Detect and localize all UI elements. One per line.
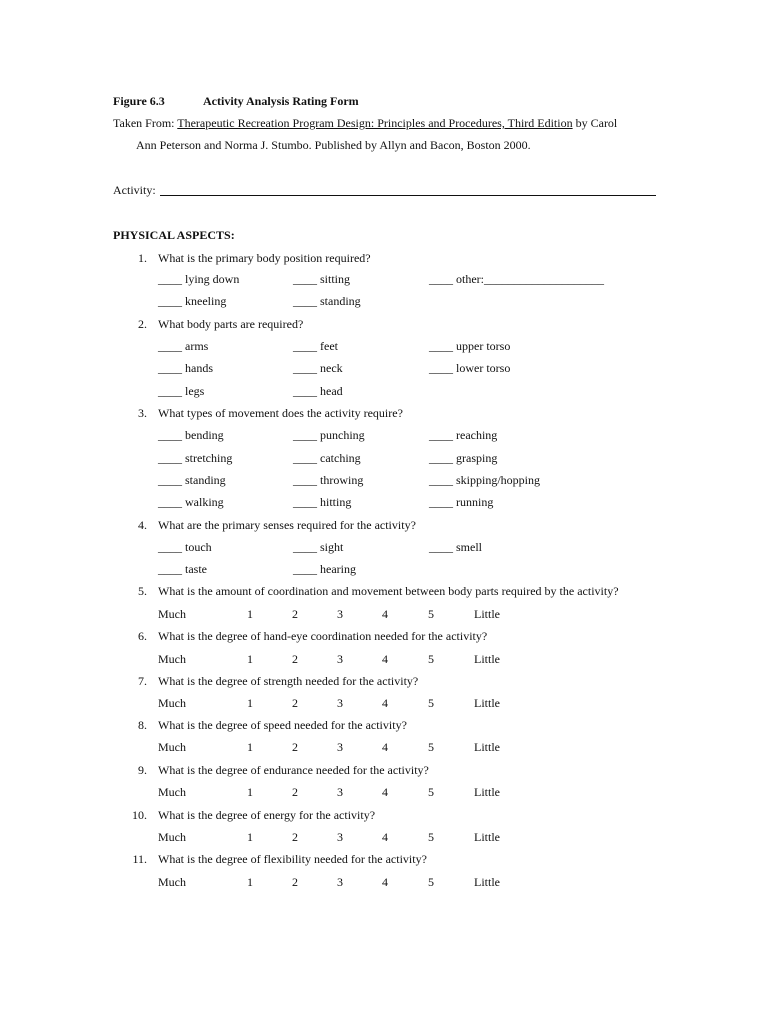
question-number: 3. xyxy=(138,406,147,420)
scale-point-2[interactable]: 2 xyxy=(292,740,298,754)
question-text: What is the degree of energy for the activity? xyxy=(158,808,376,822)
scale-high-label: Little xyxy=(474,830,500,844)
checkbox-option[interactable]: ____ touch xyxy=(158,540,212,554)
checkbox-option[interactable]: ____ skipping/hopping xyxy=(429,473,541,487)
scale-point-5[interactable]: 5 xyxy=(428,830,434,844)
scale-high-label: Little xyxy=(474,785,500,799)
scale-high-label: Little xyxy=(474,696,500,710)
checkbox-option[interactable]: ____ bending xyxy=(158,428,224,442)
scale-point-5[interactable]: 5 xyxy=(428,785,434,799)
scale-point-2[interactable]: 2 xyxy=(292,830,298,844)
question-number: 6. xyxy=(138,629,147,643)
source-citation-line2: Ann Peterson and Norma J. Stumbo. Published by Allyn and Bacon, Boston 2000. xyxy=(136,138,531,152)
question-number: 11. xyxy=(132,852,147,866)
checkbox-option[interactable]: ____ grasping xyxy=(429,451,498,465)
question-text: What is the degree of strength needed for the activity? xyxy=(158,674,419,688)
question-number: 8. xyxy=(138,718,147,732)
source-book-title: Therapeutic Recreation Program Design: Principles and Procedures, Third Edition xyxy=(177,116,573,130)
figure-label: Figure 6.3 xyxy=(113,94,165,108)
question-number: 10. xyxy=(132,808,147,822)
scale-point-5[interactable]: 5 xyxy=(428,652,434,666)
scale-low-label: Much xyxy=(158,875,186,889)
checkbox-option[interactable]: ____ legs xyxy=(158,384,205,398)
checkbox-option[interactable]: ____ hitting xyxy=(293,495,352,509)
question-number: 9. xyxy=(138,763,147,777)
question-number: 1. xyxy=(138,251,147,265)
scale-point-2[interactable]: 2 xyxy=(292,652,298,666)
checkbox-option[interactable]: ____ head xyxy=(293,384,343,398)
question-text: What types of movement does the activity require? xyxy=(158,406,403,420)
scale-low-label: Much xyxy=(158,652,186,666)
checkbox-option[interactable]: ____ sight xyxy=(293,540,344,554)
scale-point-2[interactable]: 2 xyxy=(292,696,298,710)
scale-point-4[interactable]: 4 xyxy=(382,740,388,754)
checkbox-option[interactable]: ____ upper torso xyxy=(429,339,511,353)
question-text: What is the degree of hand-eye coordination needed for the activity? xyxy=(158,629,488,643)
question-text: What is the degree of speed needed for the activity? xyxy=(158,718,407,732)
question-text: What is the amount of coordination and movement between body parts required by the activity? xyxy=(158,584,619,598)
scale-point-4[interactable]: 4 xyxy=(382,785,388,799)
scale-point-2[interactable]: 2 xyxy=(292,875,298,889)
question-text: What body parts are required? xyxy=(158,317,304,331)
checkbox-option[interactable]: ____ standing xyxy=(158,473,226,487)
checkbox-option[interactable]: ____ neck xyxy=(293,361,343,375)
checkbox-option[interactable]: ____ walking xyxy=(158,495,224,509)
scale-point-4[interactable]: 4 xyxy=(382,875,388,889)
checkbox-option[interactable]: ____ smell xyxy=(429,540,482,554)
checkbox-option[interactable]: ____ running xyxy=(429,495,494,509)
scale-high-label: Little xyxy=(474,652,500,666)
scale-point-2[interactable]: 2 xyxy=(292,607,298,621)
question-number: 5. xyxy=(138,584,147,598)
scale-point-1[interactable]: 1 xyxy=(247,607,253,621)
scale-point-1[interactable]: 1 xyxy=(247,785,253,799)
checkbox-option[interactable]: ____ arms xyxy=(158,339,209,353)
scale-point-1[interactable]: 1 xyxy=(247,830,253,844)
scale-high-label: Little xyxy=(474,740,500,754)
scale-low-label: Much xyxy=(158,696,186,710)
scale-point-1[interactable]: 1 xyxy=(247,740,253,754)
checkbox-option[interactable]: ____ sitting xyxy=(293,272,351,286)
question-text: What is the degree of endurance needed for the activity? xyxy=(158,763,429,777)
form-title: Activity Analysis Rating Form xyxy=(203,94,359,108)
scale-point-3[interactable]: 3 xyxy=(337,696,343,710)
source-by: by Carol xyxy=(572,116,618,130)
scale-point-1[interactable]: 1 xyxy=(247,652,253,666)
checkbox-option[interactable]: ____ lying down xyxy=(158,272,240,286)
checkbox-option[interactable]: ____ stretching xyxy=(158,451,233,465)
source-prefix: Taken From: xyxy=(113,116,178,130)
scale-point-5[interactable]: 5 xyxy=(428,875,434,889)
checkbox-option[interactable]: ____ kneeling xyxy=(158,294,227,308)
section-title: PHYSICAL ASPECTS: xyxy=(113,228,235,242)
source-citation xyxy=(113,116,617,130)
scale-point-5[interactable]: 5 xyxy=(428,740,434,754)
activity-underline[interactable] xyxy=(160,195,656,196)
scale-low-label: Much xyxy=(158,607,186,621)
scale-high-label: Little xyxy=(474,607,500,621)
scale-point-1[interactable]: 1 xyxy=(247,875,253,889)
scale-point-3[interactable]: 3 xyxy=(337,607,343,621)
scale-point-3[interactable]: 3 xyxy=(337,875,343,889)
checkbox-option[interactable]: ____ hands xyxy=(158,361,213,375)
question-text: What are the primary senses required for the activity? xyxy=(158,518,416,532)
checkbox-option[interactable]: ____ other:____________________ xyxy=(429,272,604,286)
scale-point-3[interactable]: 3 xyxy=(337,740,343,754)
checkbox-option[interactable]: ____ punching xyxy=(293,428,365,442)
question-text: What is the primary body position required? xyxy=(158,251,371,265)
scale-point-5[interactable]: 5 xyxy=(428,607,434,621)
scale-low-label: Much xyxy=(158,740,186,754)
scale-point-4[interactable]: 4 xyxy=(382,607,388,621)
scale-point-4[interactable]: 4 xyxy=(382,830,388,844)
scale-low-label: Much xyxy=(158,785,186,799)
scale-point-3[interactable]: 3 xyxy=(337,830,343,844)
checkbox-option[interactable]: ____ standing xyxy=(293,294,361,308)
question-text: What is the degree of flexibility needed for the activity? xyxy=(158,852,427,866)
question-number: 2. xyxy=(138,317,147,331)
checkbox-option[interactable]: ____ reaching xyxy=(429,428,498,442)
checkbox-option[interactable]: ____ feet xyxy=(293,339,338,353)
scale-high-label: Little xyxy=(474,875,500,889)
scale-point-4[interactable]: 4 xyxy=(382,696,388,710)
checkbox-option[interactable]: ____ catching xyxy=(293,451,361,465)
scale-point-4[interactable]: 4 xyxy=(382,652,388,666)
scale-point-1[interactable]: 1 xyxy=(247,696,253,710)
checkbox-option[interactable]: ____ lower torso xyxy=(429,361,511,375)
scale-point-2[interactable]: 2 xyxy=(292,785,298,799)
scale-point-3[interactable]: 3 xyxy=(337,652,343,666)
question-number: 4. xyxy=(138,518,147,532)
question-number: 7. xyxy=(138,674,147,688)
checkbox-option[interactable]: ____ hearing xyxy=(293,562,356,576)
activity-label: Activity: xyxy=(113,183,156,197)
scale-low-label: Much xyxy=(158,830,186,844)
checkbox-option[interactable]: ____ throwing xyxy=(293,473,364,487)
scale-point-5[interactable]: 5 xyxy=(428,696,434,710)
scale-point-3[interactable]: 3 xyxy=(337,785,343,799)
checkbox-option[interactable]: ____ taste xyxy=(158,562,207,576)
